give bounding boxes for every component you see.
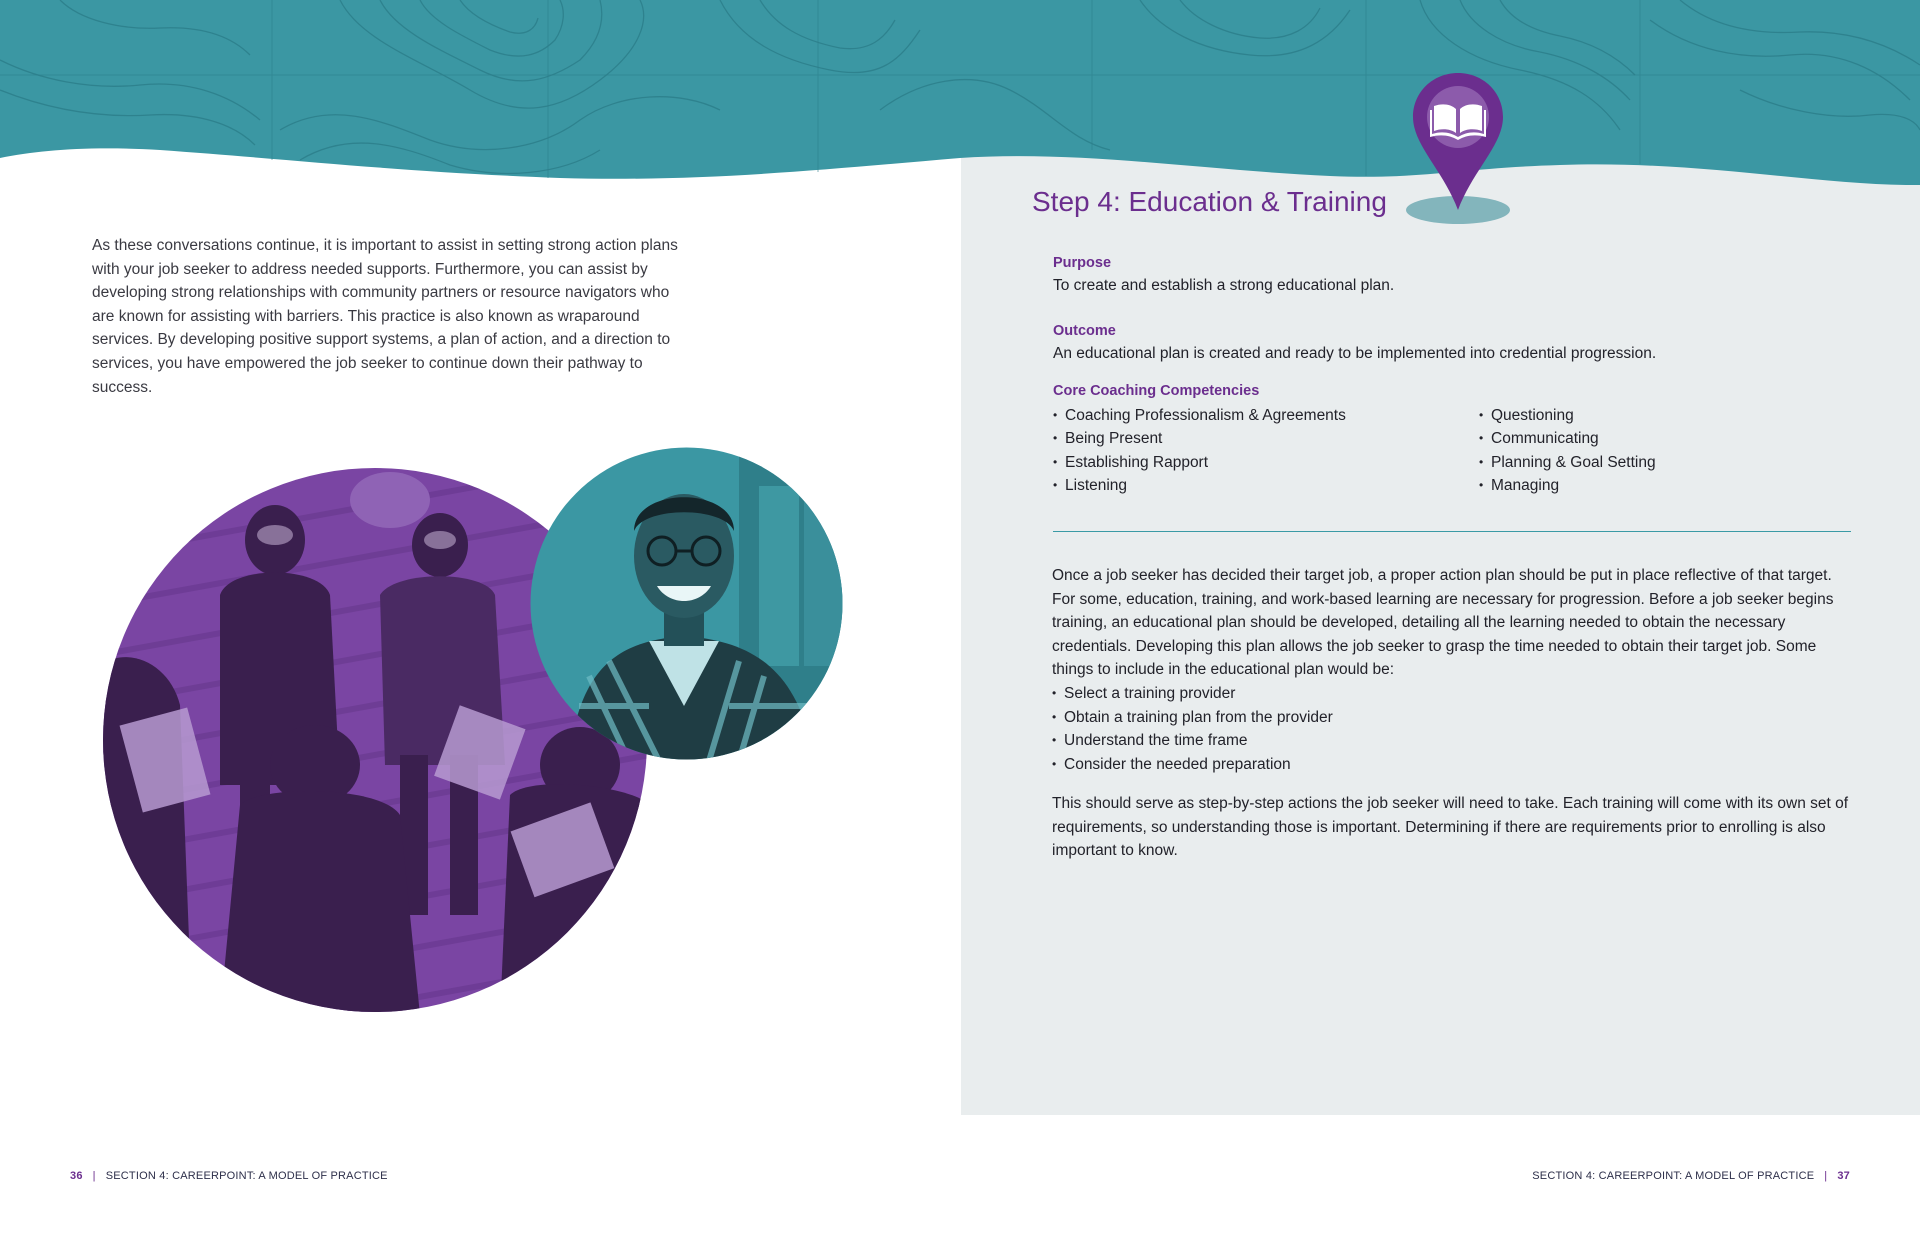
header-wave-banner (0, 0, 1920, 200)
body-paragraph-2: This should serve as step-by-step actions the job seeker will need to take. Each training will come with its own set of requirements, so understanding those is important. Determining if there are requirements prior to enrolling is also important to know. (1052, 795, 1849, 860)
footer-separator: | (92, 1170, 96, 1182)
list-item: • Managing (1479, 474, 1656, 497)
footer-separator: | (1824, 1170, 1828, 1182)
body-paragraph-1: Once a job seeker has decided their target job, a proper action plan should be put in place reflective of that target. For some, education, training, and work-based learning are necessary for progression. Before a job seeker begins training, an educational plan should be developed, detailing all the learning needed to obtain the necessary credentials. Developing this plan allows the job seeker to grasp the time needed to obtain their target job. Some things to include in the educational plan would be: (1052, 567, 1834, 679)
list-item: • Consider the needed preparation (1052, 753, 1333, 777)
competencies-column-1 (1053, 404, 1346, 498)
outcome-label: Outcome (1053, 323, 1116, 339)
outcome-text: An educational plan is created and ready to be implemented into credential progression. (1053, 345, 1657, 362)
left-page-paragraph: As these conversations continue, it is important to assist in setting strong action plans with your job seeker to address needed supports. Furthermore, you can assist by developing strong relationships with community partners or resource navigators who are known for assisting with barriers. This practice is also known as wraparound services. By developing positive support systems, a plan of action, and a direction to services, you have empowered the job seeker to continue down their pathway to success. (92, 237, 678, 396)
competencies-column-2 (1479, 404, 1656, 498)
list-item: • Establishing Rapport (1053, 451, 1346, 474)
purpose-label: Purpose (1053, 255, 1112, 271)
list-item: • Planning & Goal Setting (1479, 451, 1656, 474)
step-title: Step 4: Education & Training (1032, 186, 1387, 217)
page-number: 37 (1837, 1170, 1850, 1182)
body-bullet-list (1052, 682, 1333, 776)
list-item: • Coaching Professionalism & Agreements (1053, 404, 1346, 427)
section-divider (1053, 531, 1851, 532)
location-pin-icon (1403, 70, 1513, 230)
smiling-man-photo (529, 446, 844, 761)
list-item: • Being Present (1053, 427, 1346, 450)
purpose-text: To create and establish a strong educational plan. (1053, 277, 1395, 294)
right-page-footer (1532, 1170, 1850, 1182)
list-item: • Understand the time frame (1052, 729, 1333, 753)
section-title: SECTION 4: CAREERPOINT: A MODEL OF PRACTICE (1532, 1170, 1815, 1182)
list-item: • Communicating (1479, 427, 1656, 450)
list-item: • Listening (1053, 474, 1346, 497)
competencies-label: Core Coaching Competencies (1053, 383, 1260, 399)
list-item: • Questioning (1479, 404, 1656, 427)
page-number: 36 (70, 1170, 83, 1182)
section-title: SECTION 4: CAREERPOINT: A MODEL OF PRACTICE (105, 1170, 388, 1182)
list-item: • Select a training provider (1052, 682, 1333, 706)
list-item: • Obtain a training plan from the provider (1052, 706, 1333, 730)
left-page-footer (70, 1170, 388, 1182)
